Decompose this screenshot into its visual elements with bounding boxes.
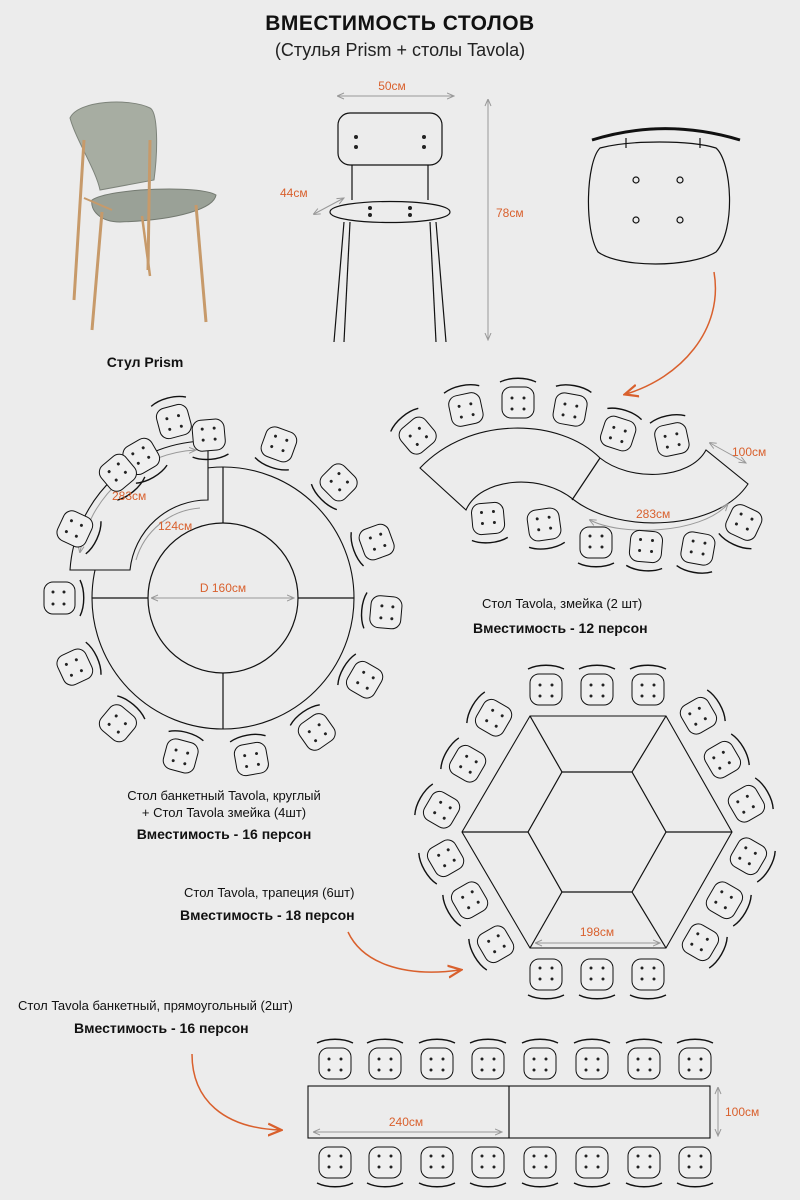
chair-glyph <box>438 736 490 787</box>
rect-length-dim: 240см <box>388 1115 424 1129</box>
snake-table <box>420 428 748 530</box>
chair-glyph <box>150 393 195 441</box>
arrow-to-rect <box>192 1054 280 1130</box>
chair-glyph <box>419 1147 455 1187</box>
chair-glyph <box>677 1039 713 1079</box>
chair-glyph <box>288 702 340 755</box>
chair-glyph <box>94 693 147 747</box>
chair-glyph <box>443 382 486 428</box>
chair-glyph <box>367 1147 403 1187</box>
chair-glyph <box>254 424 301 474</box>
chair-glyph <box>309 459 363 513</box>
chair-glyph <box>630 665 666 705</box>
chair-glyph <box>676 688 728 739</box>
chair-glyph <box>466 921 518 972</box>
chair-glyph <box>317 1039 353 1079</box>
chair-glyph <box>416 835 468 886</box>
rect-table <box>308 1086 718 1138</box>
chair-glyph <box>626 1039 662 1079</box>
chair-glyph <box>678 919 730 970</box>
hex-capacity: Вместимость - 18 персон <box>180 907 355 923</box>
rect-capacity: Вместимость - 16 персон <box>74 1020 249 1036</box>
chair-glyph <box>469 501 508 544</box>
chair-depth-dim: 44см <box>280 186 308 200</box>
chair-glyph <box>626 1147 662 1187</box>
snake-width-dim: 100см <box>732 445 767 459</box>
hex-side-dim: 198см <box>579 925 615 939</box>
chair-glyph <box>528 665 564 705</box>
snake-capacity: Вместимость - 12 персон <box>473 620 648 636</box>
page-title: ВМЕСТИМОСТЬ СТОЛОВ <box>265 12 535 35</box>
chair-glyph <box>574 1039 610 1079</box>
chair-glyph <box>229 732 271 777</box>
chair-glyph <box>524 507 565 551</box>
arrow-to-hex <box>348 932 460 972</box>
chair-glyph <box>44 580 84 616</box>
chair-glyph <box>724 776 776 827</box>
chair-glyph <box>419 1039 455 1079</box>
hex-caption: Стол Tavola, трапеция (6шт) <box>184 885 355 900</box>
round-inner-dim: 124см <box>158 519 193 533</box>
chair-glyph <box>360 592 403 631</box>
chair-glyph <box>440 877 492 928</box>
round-caption-line1: Стол банкетный Tavola, круглый <box>127 788 321 803</box>
chair-glyph <box>574 1147 610 1187</box>
chair-glyph <box>53 641 104 690</box>
chair-glyph <box>335 652 387 703</box>
chair-height-dim: 78см <box>496 206 524 220</box>
hex-table <box>462 716 732 948</box>
chair-glyph <box>367 1039 403 1079</box>
snake-caption: Стол Tavola, змейка (2 шт) <box>482 596 643 611</box>
chair-glyph <box>700 732 752 783</box>
chair-glyph <box>578 527 614 567</box>
rect-width-dim: 100см <box>725 1105 760 1119</box>
chair-glyph <box>388 405 441 459</box>
chair-glyph <box>522 1147 558 1187</box>
chair-width-dim: 50см <box>378 79 406 93</box>
chair-front-drawing <box>314 96 488 342</box>
chair-glyph <box>500 378 536 418</box>
chair-glyph <box>528 959 564 999</box>
chair-glyph <box>579 665 615 705</box>
chair-glyph <box>550 383 592 428</box>
chair-photo <box>70 102 216 330</box>
snake-length-dim: 283см <box>636 507 671 521</box>
chair-glyph <box>470 1147 506 1187</box>
chair-glyph <box>630 959 666 999</box>
chair-glyph <box>677 1147 713 1187</box>
chair-glyph <box>717 501 766 552</box>
chair-glyph <box>596 405 643 454</box>
chair-glyph <box>702 877 754 928</box>
chair-glyph <box>159 728 204 776</box>
round-diameter-dim: D 160см <box>199 581 247 595</box>
page-subtitle: (Стулья Prism + столы Tavola) <box>274 40 526 60</box>
chair-glyph <box>579 959 615 999</box>
arrow-to-snake <box>626 272 715 394</box>
chair-glyph <box>522 1039 558 1079</box>
chair-glyph <box>649 412 692 458</box>
chair-label: Стул Prism <box>106 354 184 370</box>
round-arc-dim: 283см <box>112 489 147 503</box>
chair-glyph <box>464 690 516 741</box>
chair-top-view <box>588 129 740 264</box>
chair-glyph <box>626 529 665 572</box>
chair-glyph <box>726 833 778 884</box>
round-capacity: Вместимость - 16 персон <box>136 826 312 842</box>
chair-glyph <box>317 1147 353 1187</box>
rect-caption: Стол Tavola банкетный, прямоугольный (2шт) <box>18 998 293 1013</box>
chair-glyph <box>676 530 718 575</box>
round-caption-line2: + Стол Tavola змейка (4шт) <box>141 805 307 820</box>
chair-glyph <box>348 520 398 567</box>
chair-glyph <box>470 1039 506 1079</box>
